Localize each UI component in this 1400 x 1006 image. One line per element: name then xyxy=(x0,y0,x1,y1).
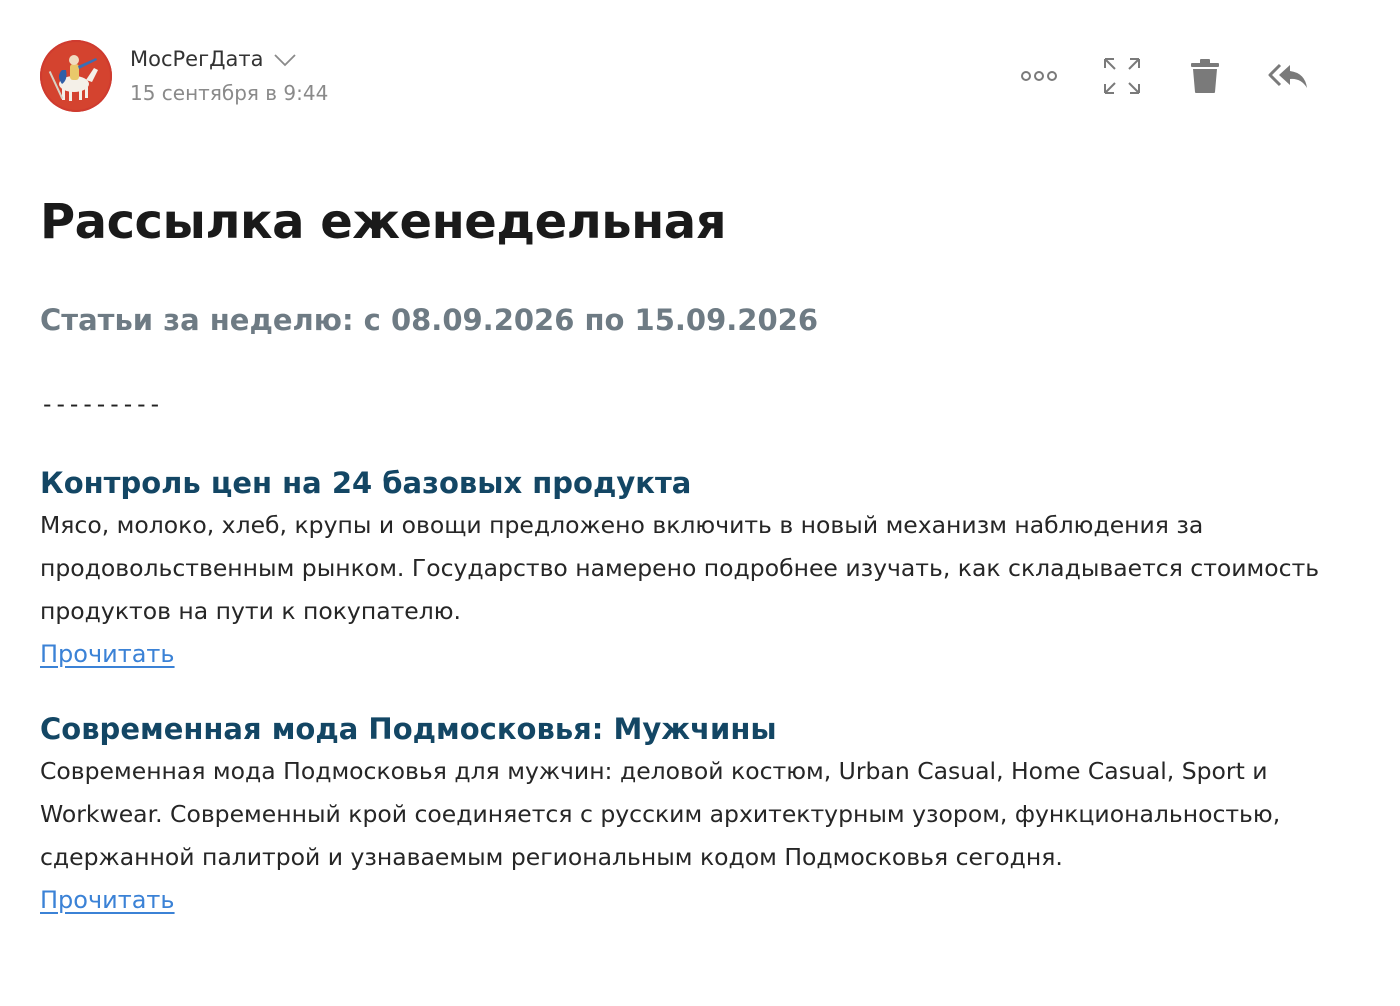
more-dots-icon xyxy=(1019,69,1059,83)
email-date: 15 сентября в 9:44 xyxy=(130,81,329,105)
article-text: Современная мода Подмосковья для мужчин: деловой костюм, Urban Casual, Home Casual, Sport и Workwear. Современный крой соединяется с русским архитектурным узором, функциональностью, сдержанной палитрой и узнаваемым региональным кодом Подмосковья сегодня. xyxy=(40,757,1281,871)
avatar[interactable] xyxy=(40,40,112,112)
email-actions xyxy=(978,54,1310,98)
expand-icon xyxy=(1102,56,1142,96)
moscow-region-coat-of-arms-icon xyxy=(40,40,112,112)
article xyxy=(40,462,1330,675)
article xyxy=(40,708,1330,921)
email-subject: Рассылка еженедельная xyxy=(40,194,727,250)
chevron-down-icon[interactable] xyxy=(274,52,296,66)
text-divider: --------- xyxy=(40,390,162,418)
more-button[interactable] xyxy=(1017,54,1061,98)
delete-button[interactable] xyxy=(1183,54,1227,98)
read-link[interactable]: Прочитать xyxy=(40,640,175,668)
digest-period: Статьи за неделю: с 08.09.2026 по 15.09.2026 xyxy=(40,303,819,337)
email-header xyxy=(40,40,1360,114)
read-link[interactable]: Прочитать xyxy=(40,886,175,914)
reply-all-icon xyxy=(1268,62,1308,90)
article-title: Современная мода Подмосковья: Мужчины xyxy=(40,712,777,746)
expand-button[interactable] xyxy=(1100,54,1144,98)
article-title: Контроль цен на 24 базовых продукта xyxy=(40,466,692,500)
sender-info xyxy=(130,44,328,108)
trash-icon xyxy=(1189,58,1221,94)
reply-all-button[interactable] xyxy=(1266,54,1310,98)
sender-name[interactable]: МосРегДата xyxy=(130,47,264,71)
article-text: Мясо, молоко, хлеб, крупы и овощи предложено включить в новый механизм наблюдения за продовольственным рынком. Государство намерено подробнее изучать, как складывается стоимость продуктов на пути к покупателю. xyxy=(40,511,1320,625)
